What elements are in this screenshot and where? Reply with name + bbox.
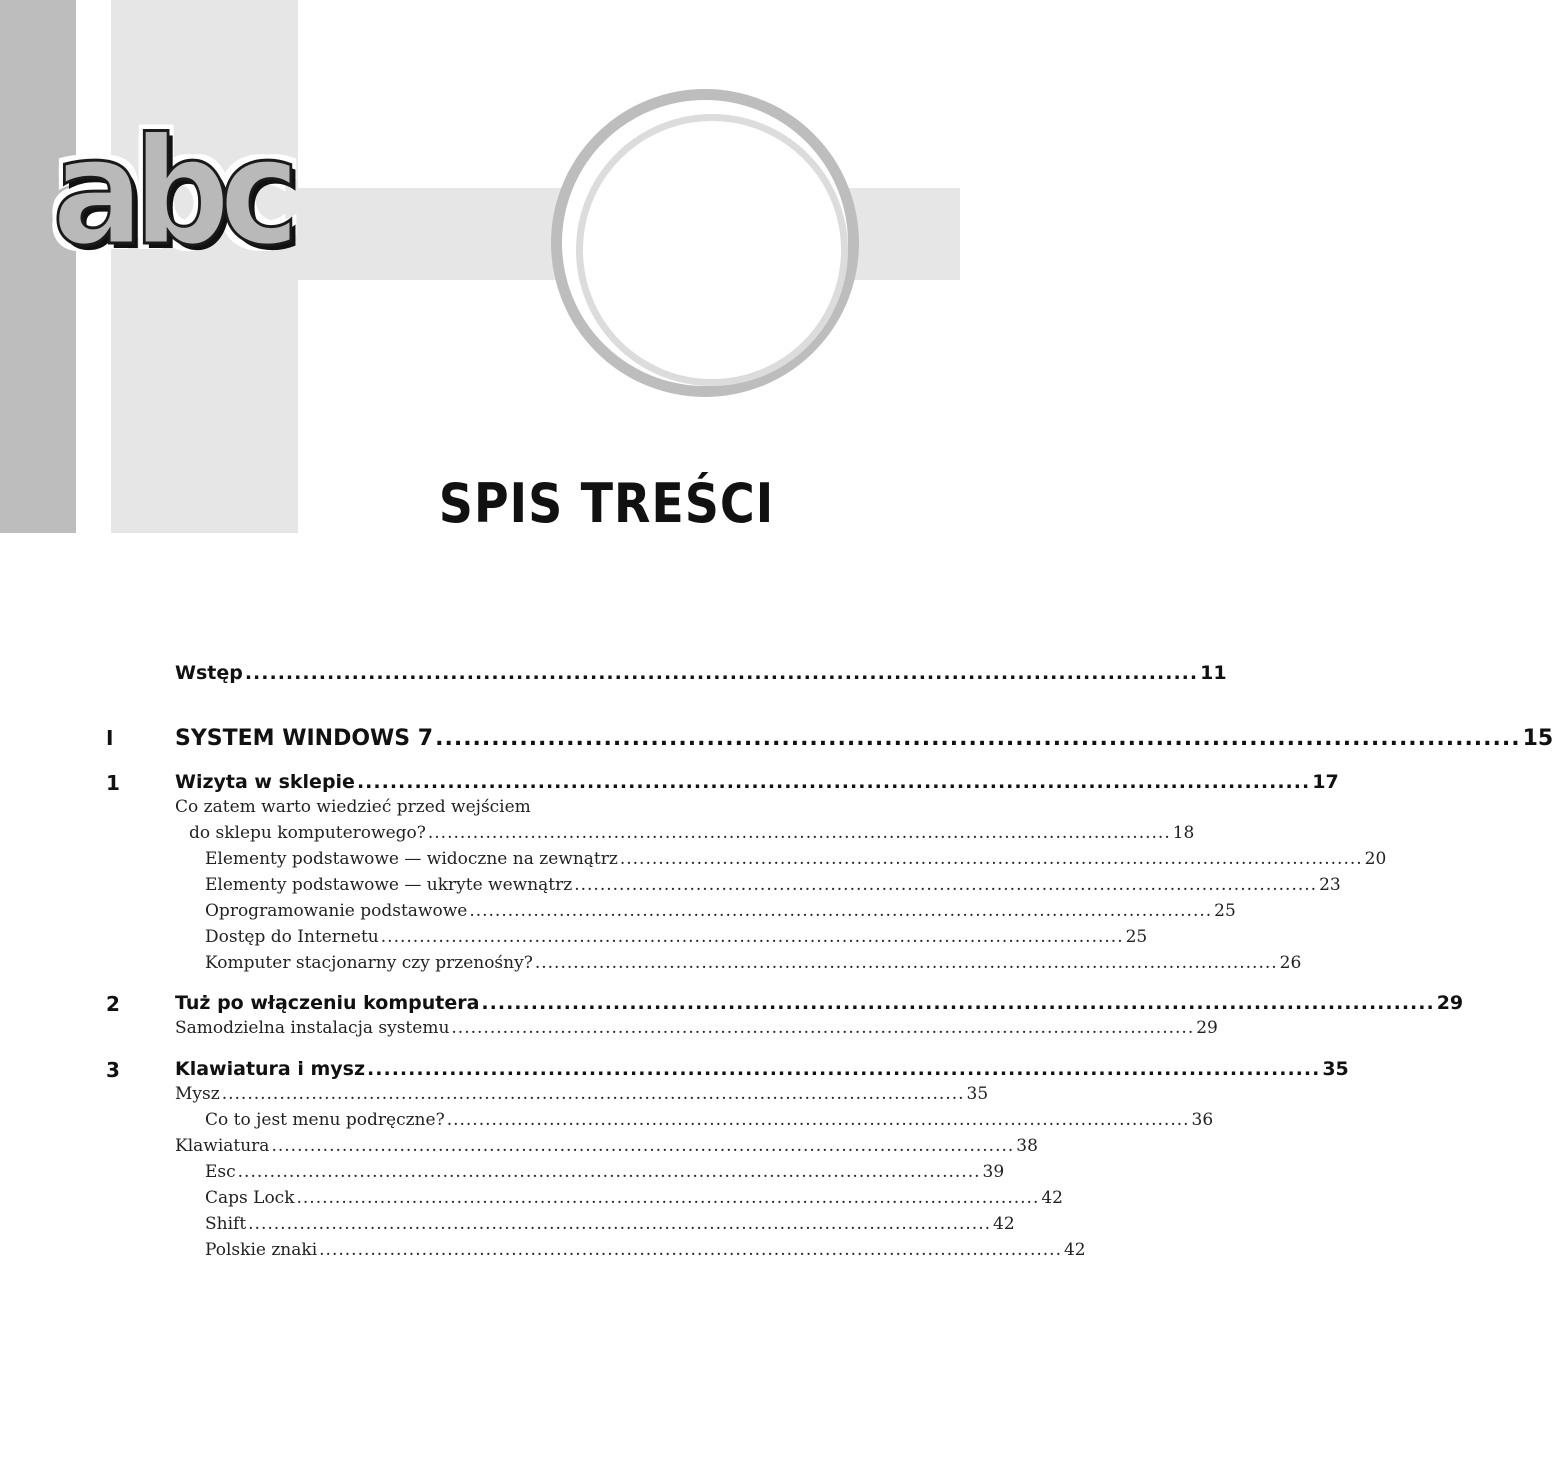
part-number: I: [106, 726, 114, 750]
leader-dots: ....................................................................................................................: [380, 927, 1124, 947]
toc-subentry[interactable]: Oprogramowanie podstawowe .................................................................................................................... 25: [205, 901, 1236, 921]
toc-entry-intro[interactable]: Wstęp .................................................................................................................... 11: [175, 662, 1227, 684]
chapter-number: 2: [106, 992, 120, 1016]
toc-subentry[interactable]: Caps Lock .................................................................................................................... 42: [205, 1188, 1063, 1208]
toc-subentry[interactable]: Elementy podstawowe — ukryte wewnątrz .................................................................................................................... 23: [205, 875, 1341, 895]
toc-subentry-line: Co zatem warto wiedzieć przed wejściem: [175, 797, 531, 817]
leader-dots: ....................................................................................................................: [451, 1018, 1195, 1038]
leader-dots: ....................................................................................................................: [356, 771, 1311, 793]
leader-dots: ....................................................................................................................: [446, 1110, 1190, 1130]
toc-subentry[interactable]: Esc .................................................................................................................... 39: [205, 1162, 1005, 1182]
toc-subentry[interactable]: do sklepu komputerowego? .................................................................................................................... 18: [189, 823, 1195, 843]
leader-dots: ....................................................................................................................: [319, 1240, 1062, 1260]
leader-dots: ....................................................................................................................: [248, 1214, 991, 1234]
toc-subentry[interactable]: Co to jest menu podręczne? .................................................................................................................... 36: [205, 1110, 1214, 1130]
toc-subentry[interactable]: Shift .................................................................................................................... 42: [205, 1214, 1015, 1234]
toc-subentry[interactable]: Komputer stacjonarny czy przenośny? .................................................................................................................... 26: [205, 953, 1302, 973]
page-title: SPIS TREŚCI: [438, 472, 774, 535]
toc-subentry[interactable]: Elementy podstawowe — widoczne na zewnątrz .................................................................................................................... 20: [205, 849, 1387, 869]
leader-dots: ....................................................................................................................: [534, 953, 1278, 973]
leader-dots: ....................................................................................................................: [296, 1188, 1040, 1208]
chapter-number: 3: [106, 1058, 120, 1082]
leader-dots: ....................................................................................................................: [427, 823, 1171, 843]
leader-dots: ....................................................................................................................: [271, 1136, 1015, 1156]
toc-entry-chapter-3[interactable]: Klawiatura i mysz .................................................................................................................... 35: [175, 1058, 1349, 1080]
toc-subentry[interactable]: Polskie znaki .................................................................................................................... 42: [205, 1240, 1086, 1260]
leader-dots: ....................................................................................................................: [469, 901, 1213, 921]
leader-dots: ....................................................................................................................: [619, 849, 1363, 869]
leader-dots: ....................................................................................................................: [481, 992, 1435, 1014]
toc-entry-chapter-1[interactable]: Wizyta w sklepie .................................................................................................................... 17: [175, 771, 1339, 793]
leader-dots: ....................................................................................................................: [435, 726, 1521, 751]
leader-dots: ....................................................................................................................: [574, 875, 1318, 895]
toc-subentry[interactable]: Mysz .................................................................................................................... 35: [175, 1084, 989, 1104]
toc-entry-chapter-2[interactable]: Tuż po włączeniu komputera .................................................................................................................... 29: [175, 992, 1464, 1014]
decorative-ring-inner: [576, 114, 848, 386]
leader-dots: ....................................................................................................................: [221, 1084, 965, 1104]
toc-entry-part-1[interactable]: SYSTEM WINDOWS 7 .................................................................................................................... 15: [175, 726, 1553, 751]
leader-dots: ....................................................................................................................: [244, 662, 1199, 684]
toc-subentry[interactable]: Samodzielna instalacja systemu .................................................................................................................... 29: [175, 1018, 1218, 1038]
toc-subentry[interactable]: Klawiatura .................................................................................................................... 38: [175, 1136, 1038, 1156]
chapter-number: 1: [106, 771, 120, 795]
series-logo: abc: [52, 106, 289, 278]
leader-dots: ....................................................................................................................: [237, 1162, 981, 1182]
leader-dots: ....................................................................................................................: [367, 1058, 1321, 1080]
toc-subentry[interactable]: Dostęp do Internetu .................................................................................................................... 25: [205, 927, 1148, 947]
